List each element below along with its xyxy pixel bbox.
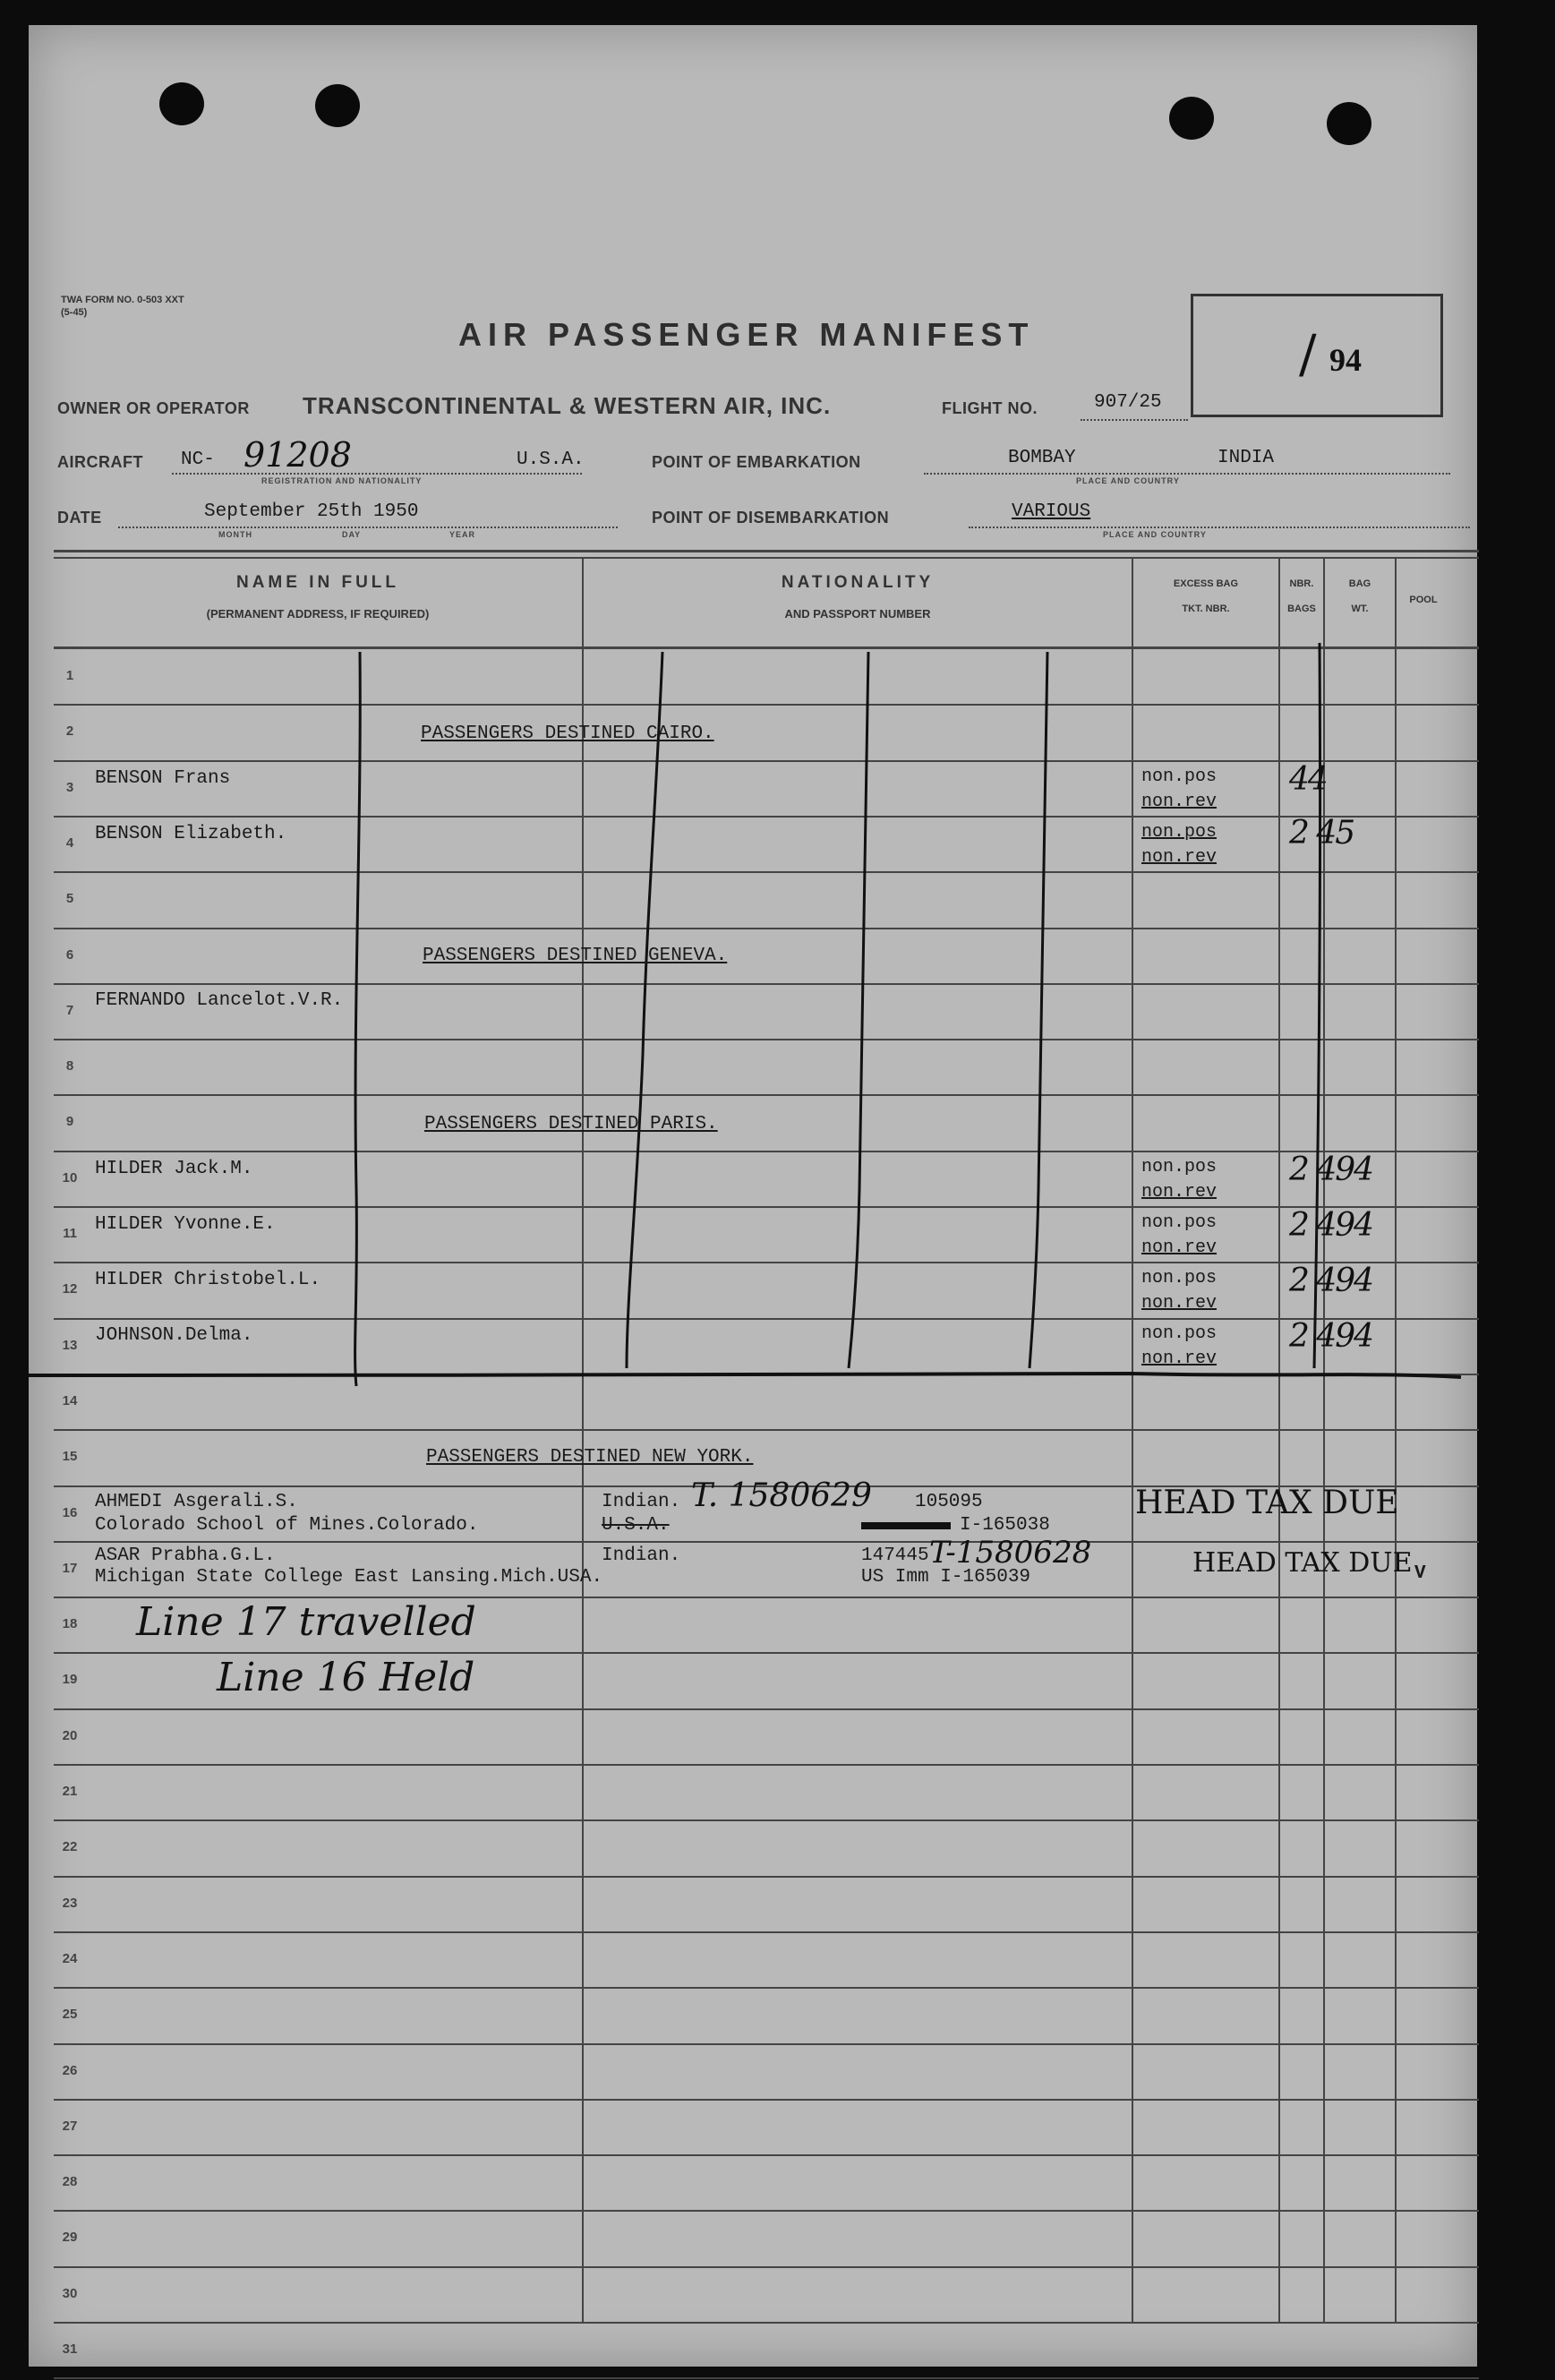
row-number: 5 xyxy=(65,891,74,906)
row-number: 9 xyxy=(65,1114,74,1129)
flight-number: 907/25 xyxy=(1094,392,1162,413)
date-label: DATE xyxy=(57,509,102,527)
excess-bag-entry: non.pos non.rev xyxy=(1141,1157,1218,1203)
passport-handwritten: T-1580628 xyxy=(929,1535,1092,1571)
bag-weight: 2 45 xyxy=(1289,815,1354,852)
passenger-name: BENSON Frans xyxy=(95,768,231,789)
row-line xyxy=(54,2377,1479,2379)
row-number: 14 xyxy=(62,1393,78,1408)
passport-number: I-165038 xyxy=(960,1515,1050,1536)
excess-bag-entry: non.pos non.rev xyxy=(1141,1212,1218,1258)
bag-weight: 2 494 xyxy=(1289,1207,1373,1244)
aircraft-sub: REGISTRATION AND NATIONALITY xyxy=(261,476,423,485)
aircraft-number: 91208 xyxy=(244,435,352,475)
passenger-nationality-struck: U.S.A. xyxy=(602,1515,670,1536)
passenger-name: AHMEDI Asgerali.S. xyxy=(95,1492,298,1512)
col-nbr-header: NBR. BAGS xyxy=(1287,578,1316,614)
row-number: 31 xyxy=(62,2341,78,2357)
row-number: 13 xyxy=(62,1338,78,1353)
owner-value: TRANSCONTINENTAL & WESTERN AIR, INC. xyxy=(303,392,832,419)
excess-bag-entry: non.pos non.rev xyxy=(1141,1323,1218,1369)
bag-weight: 2 494 xyxy=(1289,1318,1373,1355)
passenger-name: HILDER Christobel.L. xyxy=(95,1270,321,1290)
page-slash: / xyxy=(1299,323,1317,384)
aircraft-label: AIRCRAFT xyxy=(57,453,143,471)
row-number: 21 xyxy=(62,1784,78,1799)
row-number: 6 xyxy=(65,947,74,963)
section-paris: PASSENGERS DESTINED PARIS. xyxy=(424,1114,718,1134)
form-number: TWA FORM NO. 0-503 XXT (5-45) xyxy=(61,295,184,318)
row-number: 18 xyxy=(62,1616,78,1631)
row-number: 2 xyxy=(65,723,74,739)
disembark-label: POINT OF DISEMBARKATION xyxy=(652,509,890,527)
embark-label: POINT OF EMBARKATION xyxy=(652,453,861,471)
pool-mark: V xyxy=(1414,1563,1426,1584)
row-number: 17 xyxy=(62,1561,78,1576)
passenger-name: JOHNSON.Delma. xyxy=(95,1325,253,1346)
row-number: 10 xyxy=(62,1170,78,1186)
row-number: 29 xyxy=(62,2230,78,2245)
manifest-sheet xyxy=(29,25,1477,2367)
handwritten-column-lines xyxy=(29,25,1477,2367)
row-number: 4 xyxy=(65,835,74,851)
bag-weight: 2 494 xyxy=(1289,1263,1373,1299)
disembark-sub: PLACE AND COUNTRY xyxy=(1103,530,1207,539)
passenger-nationality: Indian. xyxy=(602,1492,681,1512)
row-number: 22 xyxy=(62,1839,78,1854)
row-number: 30 xyxy=(62,2286,78,2301)
date-sub-day: DAY xyxy=(342,530,362,539)
bag-weight: 2 494 xyxy=(1289,1151,1373,1188)
head-tax-annotation: HEAD TAX DUE xyxy=(1135,1485,1399,1521)
embark-sub: PLACE AND COUNTRY xyxy=(1076,476,1180,485)
passenger-name: ASAR Prabha.G.L. xyxy=(95,1545,276,1566)
bag-weight: 44 xyxy=(1289,761,1327,798)
row-number: 26 xyxy=(62,2063,78,2078)
row-number: 11 xyxy=(63,1226,77,1241)
row-number: 25 xyxy=(62,2007,78,2022)
date-sub-month: MONTH xyxy=(218,530,252,539)
aircraft-prefix: NC- xyxy=(181,449,215,470)
owner-label: OWNER OR OPERATOR xyxy=(57,399,250,417)
row-number: 24 xyxy=(62,1951,78,1966)
excess-bag-entry: non.pos non.rev xyxy=(1141,766,1218,812)
passport-number: 147445 xyxy=(861,1545,929,1566)
aircraft-nationality: U.S.A. xyxy=(517,449,585,470)
passenger-name: HILDER Jack.M. xyxy=(95,1159,253,1179)
row-number: 27 xyxy=(62,2119,78,2134)
row-number: 15 xyxy=(62,1449,78,1464)
excess-bag-entry: non.pos non.rev xyxy=(1141,1268,1218,1314)
row-number: 28 xyxy=(62,2174,78,2189)
row-number: 23 xyxy=(62,1896,78,1911)
col-nationality-header: NATIONALITY AND PASSPORT NUMBER xyxy=(781,573,935,621)
col-bagwt-header: BAG WT. xyxy=(1348,578,1371,614)
col-name-header: NAME IN FULL (PERMANENT ADDRESS, IF REQUIRED) xyxy=(206,573,430,621)
handwritten-note: Line 16 Held xyxy=(217,1655,475,1700)
section-geneva: PASSENGERS DESTINED GENEVA. xyxy=(423,946,728,966)
passenger-name: HILDER Yvonne.E. xyxy=(95,1214,276,1235)
passenger-nationality: Indian. xyxy=(602,1545,681,1566)
manifest-title: AIR PASSENGER MANIFEST xyxy=(458,316,1035,353)
row-number: 16 xyxy=(62,1505,78,1520)
head-tax-annotation: HEAD TAX DUE xyxy=(1192,1547,1413,1579)
col-pool-header: POOL xyxy=(1409,595,1438,605)
row-number: 8 xyxy=(65,1058,74,1074)
row-number: 12 xyxy=(62,1281,78,1297)
handwritten-note: Line 17 travelled xyxy=(136,1599,476,1645)
section-newyork: PASSENGERS DESTINED NEW YORK. xyxy=(426,1447,754,1468)
row-number: 1 xyxy=(65,668,74,683)
col-excess-header: EXCESS BAG TKT. NBR. xyxy=(1173,578,1239,614)
passport-number: US Imm I-165039 xyxy=(861,1567,1031,1588)
row-number: 3 xyxy=(65,780,74,795)
excess-bag-entry: non.pos non.rev xyxy=(1141,822,1218,868)
passenger-address: Michigan State College East Lansing.Mich.USA. xyxy=(95,1567,603,1588)
flight-label: FLIGHT NO. xyxy=(942,399,1038,417)
section-cairo: PASSENGERS DESTINED CAIRO. xyxy=(421,723,714,744)
passenger-name: FERNANDO Lancelot.V.R. xyxy=(95,990,344,1011)
passport-handwritten: T. 1580629 xyxy=(691,1477,872,1514)
row-number: 7 xyxy=(65,1003,74,1018)
passenger-name: BENSON Elizabeth. xyxy=(95,824,287,844)
page-number: 94 xyxy=(1329,342,1362,378)
row-number: 20 xyxy=(62,1728,78,1743)
disembark-value: VARIOUS xyxy=(1012,501,1091,522)
row-number: 19 xyxy=(62,1672,78,1687)
embark-place: BOMBAY xyxy=(1008,448,1076,468)
embark-country: INDIA xyxy=(1218,448,1275,468)
passport-number: 105095 xyxy=(915,1492,983,1512)
passenger-address: Colorado School of Mines.Colorado. xyxy=(95,1515,479,1536)
date-sub-year: YEAR xyxy=(449,530,476,539)
date-value: September 25th 1950 xyxy=(204,501,419,522)
